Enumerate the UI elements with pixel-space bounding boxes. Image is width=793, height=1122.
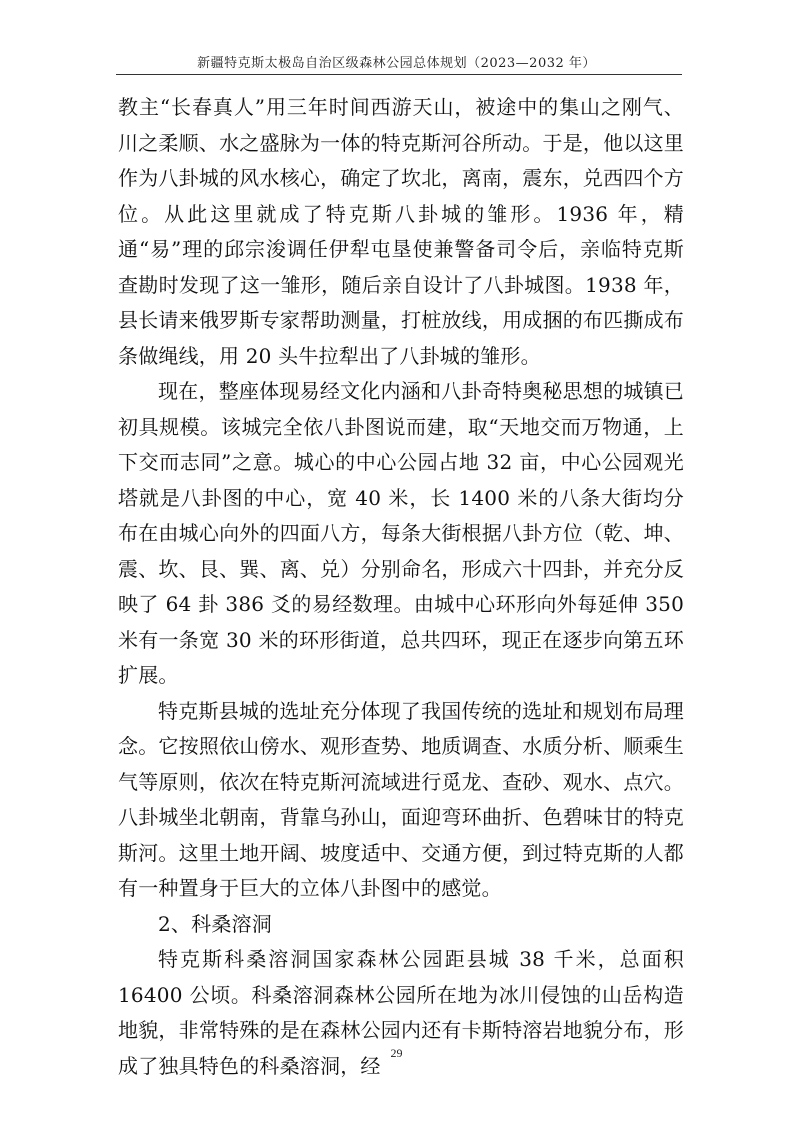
running-header: 新疆特克斯太极岛自治区级森林公园总体规划（2023—2032 年） xyxy=(197,56,596,71)
paragraph-site-selection: 特克斯县城的选址充分体现了我国传统的选址和规划布局理念。它按照依山傍水、观形查势、地质调查、水质分析、顺乘生气等原则，依次在特克斯河流域进行觅龙、查砂、观水、点穴。八卦城坐北朝南，背靠乌孙山，面迎弯环曲折、色碧味甘的特克斯河。这里土地开阔、坡度适中、交通方便，到过特克斯的人都有一种置身于巨大的立体八卦图中的感觉。 xyxy=(118,698,684,900)
header-divider xyxy=(116,74,682,75)
page-number: 29 xyxy=(390,1046,403,1060)
paragraph-bagua-city: 现在，整座体现易经文化内涵和八卦奇特奥秘思想的城镇已初具规模。该城完全依八卦图说而建，取“天地交而万物通，上下交而志同”之意。城心的中心公园占地 32 亩，中心公园观光塔就是八卦图的中心，宽 40 米，长 1400 米的八条大街均分布在由城心向外的四面八方，每条大街根据八卦方位（乾、坤、震、坎、艮、巽、离、兑）分别命名，形成六十四卦，并充分反映了 64 卦 386 爻的易经数理。由城中心环形向外每延伸 350 米有一条宽 30 米的环形街道，总共四环，现正在逐步向第五环扩展。 xyxy=(118,379,684,687)
section-heading-kesang-cave: 2、科桑溶洞 xyxy=(158,911,272,936)
body-text xyxy=(118,90,684,1084)
paragraph-kesang-cave: 特克斯科桑溶洞国家森林公园距县城 38 千米，总面积 16400 公顷。科桑溶洞森林公园所在地为冰川侵蚀的山岳构造地貌，非常特殊的是在森林公园内还有卡斯特溶岩地貌分布，形成了独具特色的科桑溶洞，经 xyxy=(118,947,684,1078)
paragraph-continuation: 教主“长春真人”用三年时间西游天山，被途中的集山之刚气、川之柔顺、水之盛脉为一体的特克斯河谷所动。于是，他以这里作为八卦城的风水核心，确定了坎北，离南，震东，兑西四个方位。从此这里就成了特克斯八卦城的雏形。1936 年，精通“易”理的邱宗浚调任伊犁屯垦使兼警备司令后，亲临特克斯查勘时发现了这一雏形，随后亲自设计了八卦城图。1938 年，县长请来俄罗斯专家帮助测量，打桩放线，用成捆的布匹撕成布条做绳线，用 20 头牛拉犁出了八卦城的雏形。 xyxy=(118,95,684,368)
